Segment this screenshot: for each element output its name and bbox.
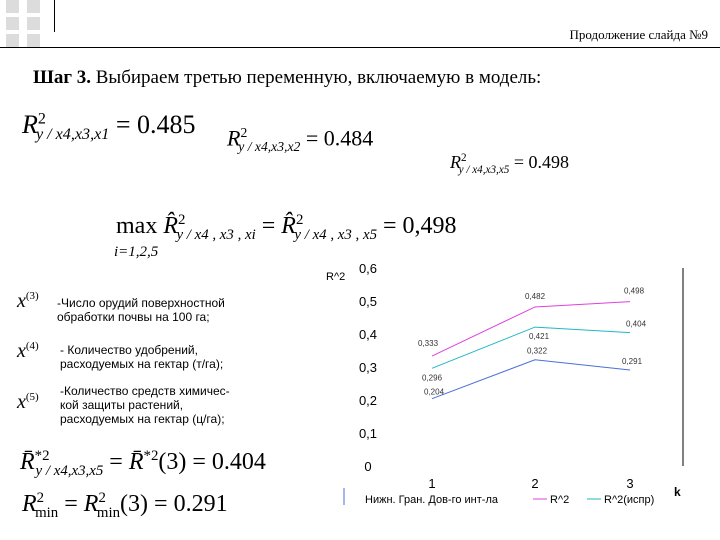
legend-label: R^2	[550, 494, 570, 506]
data-label: 0,322	[527, 346, 548, 356]
var-x4-desc: - Количество удобрений, расходуемых на гектар (т/га);	[60, 343, 224, 371]
var-x5-symbol: $x^{(5)}$	[17, 391, 39, 413]
formula-r2-x1: $R^2_{y / x4,x3,x1} = 0.485$	[22, 110, 196, 144]
legend-label: Нижн. Гран. Дов-го инт-ла	[365, 494, 498, 506]
formula-adjusted: R̄$^{*2}_{y / x4,x3,x5}$ = R̄$^{*2}$(3) = 0.404	[20, 448, 266, 479]
chart-ylabel: R^2	[326, 271, 346, 283]
data-label: 0,421	[529, 332, 550, 342]
legend-label: R^2(испр)	[604, 494, 655, 506]
y-tick-label: 0	[364, 459, 372, 474]
y-tick-label: 0,2	[358, 393, 378, 408]
step-label: Шаг 3.	[33, 67, 91, 88]
x-tick-label: 2	[531, 476, 539, 491]
y-tick-label: 0,5	[358, 294, 378, 309]
data-label: 0,404	[626, 319, 647, 329]
formula-max-index: i=1,2,5	[114, 244, 159, 260]
var-x5-desc: -Количество средств химичес- кой защиты растений, расходуемых на гектар (ц/га);	[60, 384, 230, 426]
y-tick-label: 0,1	[358, 426, 378, 441]
data-label: 0,296	[422, 373, 443, 383]
data-label: 0,333	[418, 339, 439, 349]
data-label: 0,204	[424, 387, 445, 397]
var-x3-desc: -Число орудий поверхностной обработки почвы на 100 га;	[57, 296, 225, 324]
slide-continuation-label: Продолжение слайда №9	[569, 27, 708, 42]
y-tick-label: 0,3	[358, 360, 378, 375]
formula-max: max R̂$^2_{y / x4 , x3 , xi}$ = R̂$^2_{y / x4 , x3 , x5}$ = 0,498	[116, 212, 457, 243]
series-line	[432, 360, 630, 399]
step-text: Выбираем третью переменную, включаемую в модель:	[95, 67, 542, 88]
formula-r2-x2: $R^2_{y / x4,x3,x2} = 0.484$	[227, 125, 374, 154]
formula-r2-x5: $R^2_{y / x4,x3,x5} = 0.498$	[450, 152, 570, 176]
var-x3-symbol: $x^{(3)}$	[17, 290, 39, 312]
data-label: 0,482	[525, 291, 546, 301]
x-tick-label: 3	[626, 476, 634, 491]
var-x4-symbol: $x^{(4)}$	[17, 340, 39, 362]
y-tick-label: 0,6	[358, 261, 378, 276]
data-label: 0,291	[622, 356, 643, 366]
y-tick-label: 0,4	[358, 327, 378, 342]
x-tick-label: 1	[428, 476, 436, 491]
data-label: 0,498	[624, 286, 645, 296]
formula-rmin: $R^2_{min} = R^2_{min}(3) = 0.291$	[22, 490, 228, 521]
chart-xlabel: k	[674, 485, 681, 499]
